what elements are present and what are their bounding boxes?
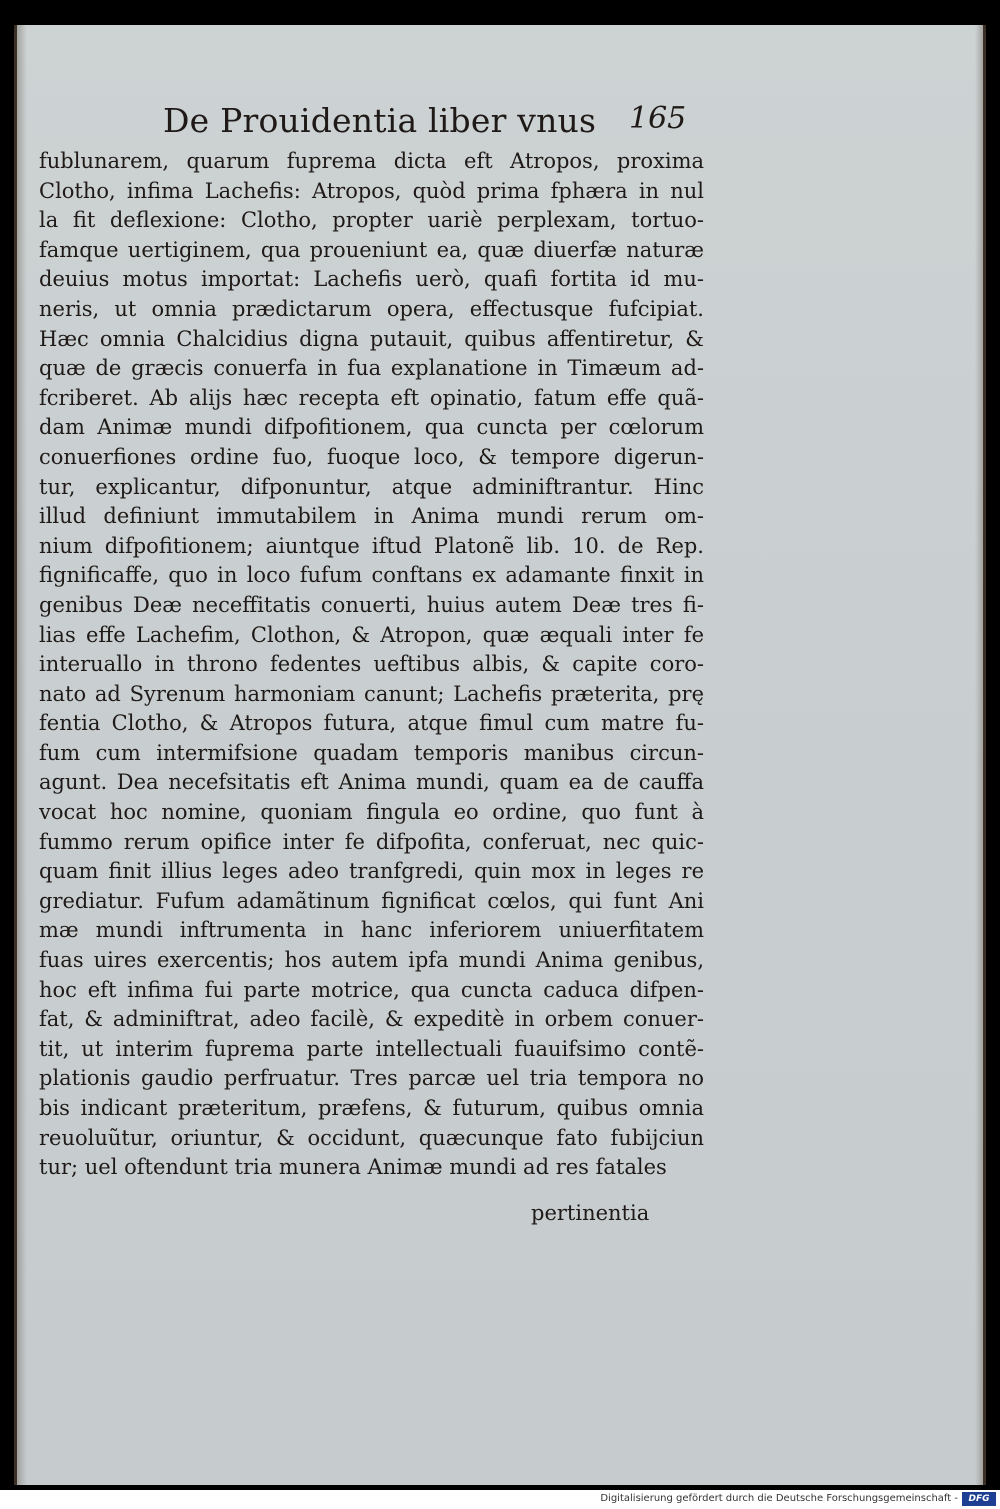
text-line: quæ de græcis conuerfa in fua explanatione in Timæum ad- <box>39 356 704 381</box>
page-number: 165 <box>629 101 687 136</box>
text-line: Clotho, infima Lachefis: Atropos, quòd prima fphæra in nul <box>39 178 704 203</box>
text-line: mæ mundi inftrumenta in hanc inferiorem uniuerfitatem <box>39 918 704 943</box>
text-line: agunt. Dea necefsitatis eft Anima mundi, quam ea de cauffa <box>39 770 704 795</box>
text-line: fat, & adminiftrat, adeo facilè, & expeditè in orbem conuer- <box>39 1007 704 1032</box>
catchword: pertinentia <box>531 1201 650 1225</box>
text-line: plationis gaudio perfruatur. Tres parcæ uel tria tempora no <box>39 1066 704 1091</box>
text-line: interuallo in throno fedentes ueftibus albis, & capite coro- <box>39 652 704 677</box>
text-line: vocat hoc nomine, quoniam fingula eo ordine, quo funt à <box>39 800 704 825</box>
text-line: deuius motus importat: Lachefis uerò, quafi fortita id mu- <box>39 267 704 292</box>
text-line: lias effe Lachefim, Clothon, & Atropon, quæ æquali inter fe <box>39 622 704 647</box>
text-line: fuas uires exercentis; hos autem ipfa mundi Anima genibus, <box>39 948 704 973</box>
text-line: fum cum intermifsione quadam temporis manibus circun- <box>39 740 704 765</box>
text-line: quam finit illius leges adeo tranfgredi, quin mox in leges re <box>39 859 704 884</box>
text-line: Hæc omnia Chalcidius digna putauit, quibus affentiretur, & <box>39 326 704 351</box>
text-line: tur; uel oftendunt tria munera Animæ mundi ad res fatales <box>39 1155 667 1180</box>
text-line: hoc eft infima fui parte motrice, qua cuncta caduca difpen- <box>39 977 704 1002</box>
book-page <box>14 25 986 1485</box>
text-line: fublunarem, quarum fuprema dicta eft Atropos, proxima <box>39 149 704 173</box>
text-line: illud definiunt immutabilem in Anima mundi rerum om- <box>39 504 704 529</box>
running-head: De Prouidentia liber vnus <box>163 101 597 140</box>
text-line: neris, ut omnia prædictarum opera, effectusque fufcipiat. <box>39 296 704 321</box>
text-line: famque uertiginem, qua proueniunt ea, quæ diuerfæ naturæ <box>39 237 704 262</box>
text-line: grediatur. Fufum adamãtinum fignificat cœlos, qui funt Ani <box>39 888 704 913</box>
page-shadow-left <box>17 25 27 1485</box>
text-line: nato ad Syrenum harmoniam canunt; Lachefis præterita, prę <box>39 681 704 706</box>
text-line: tur, explicantur, difponuntur, atque adminiftrantur. Hinc <box>39 474 704 499</box>
funding-credit: Digitalisierung gefördert durch die Deutsche Forschungsgemeinschaft - <box>600 1493 958 1504</box>
text-line: reuoluũtur, oriuntur, & occidunt, quæcunque fato fubijciun <box>39 1125 704 1150</box>
text-line: la fit deflexione: Clotho, propter uariè perplexam, tortuo- <box>39 208 704 233</box>
text-line: fummo rerum opifice inter fe difpofita, conferuat, nec quic- <box>39 829 704 854</box>
text-line: fignificaffe, quo in loco fufum conftans ex adamante finxit in <box>39 563 704 588</box>
page-shadow-right <box>975 25 983 1485</box>
text-line: genibus Deæ neceffitatis conuerti, huius autem Deæ tres fi- <box>39 592 704 617</box>
text-line: tit, ut interim fuprema parte intellectuali fuauifsimo contẽ- <box>39 1036 704 1061</box>
footer-bar <box>0 1490 1000 1509</box>
text-line: nium difpofitionem; aiuntque iftud Platonẽ lib. 10. de Rep. <box>39 533 704 558</box>
text-line: conuerfiones ordine fuo, fuoque loco, & tempore digerun- <box>39 444 704 469</box>
dfg-logo-icon: DFG <box>962 1492 996 1506</box>
text-line: bis indicant præteritum, præfens, & futurum, quibus omnia <box>39 1096 704 1120</box>
text-line: fcriberet. Ab alijs hæc recepta eft opinatio, fatum effe quã- <box>39 385 704 410</box>
body-text <box>39 147 739 1183</box>
text-line: fentia Clotho, & Atropos futura, atque fimul cum matre fu- <box>39 711 704 736</box>
text-line: dam Animæ mundi difpofitionem, qua cuncta per cœlorum <box>39 415 704 440</box>
